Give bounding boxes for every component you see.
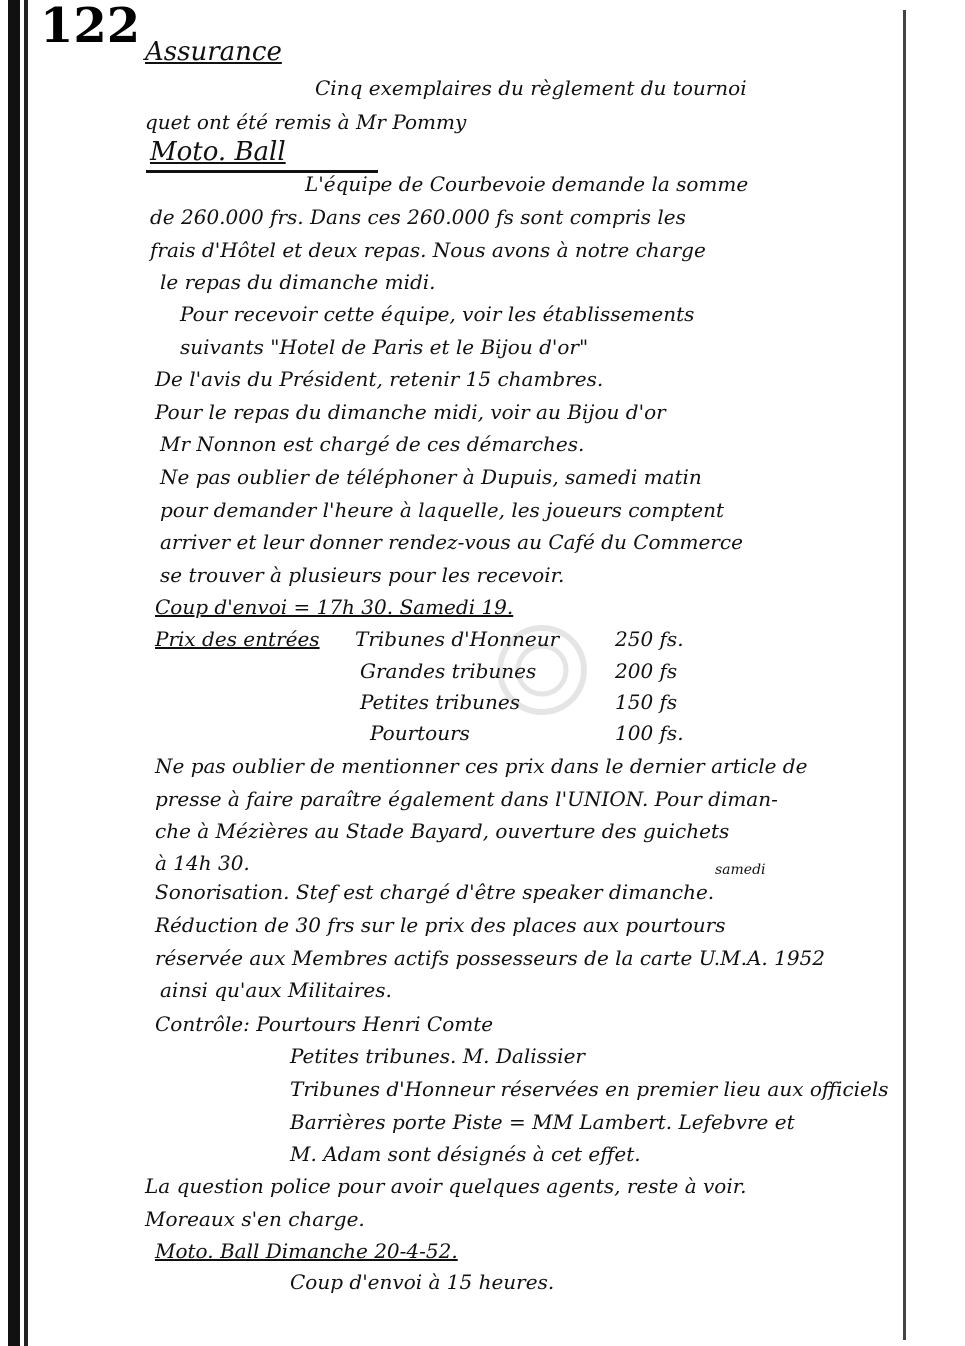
handwritten-line: Pour le repas du dimanche midi, voir au Bijou d'or	[155, 400, 666, 424]
handwritten-line: Moreaux s'en charge.	[145, 1207, 365, 1231]
handwritten-line: se trouver à plusieurs pour les recevoir.	[160, 563, 565, 587]
handwritten-line: L'équipe de Courbevoie demande la somme	[305, 172, 749, 196]
price-item: Petites tribunes	[360, 690, 520, 714]
page-edge-rule	[903, 10, 906, 1340]
heading-assurance: Assurance	[145, 37, 282, 67]
page-number: 122	[40, 0, 141, 54]
handwritten-line: De l'avis du Président, retenir 15 chambres.	[155, 367, 604, 391]
handwritten-line: frais d'Hôtel et deux repas. Nous avons à notre charge	[150, 238, 706, 262]
handwritten-line: Mr Nonnon est chargé de ces démarches.	[160, 432, 585, 456]
handwritten-line: Cinq exemplaires du règlement du tournoi	[315, 76, 747, 100]
handwritten-line: Coup d'envoi à 15 heures.	[290, 1270, 555, 1294]
kickoff-line: Coup d'envoi = 17h 30. Samedi 19.	[155, 595, 514, 619]
control-line: Tribunes d'Honneur réservées en premier lieu aux officiels	[290, 1077, 889, 1101]
handwritten-line: à 14h 30.	[155, 851, 250, 875]
handwritten-line: Ne pas oublier de mentionner ces prix dans le dernier article de	[155, 754, 808, 778]
control-line: Contrôle: Pourtours Henri Comte	[155, 1012, 494, 1036]
binding-line	[24, 0, 28, 1346]
inserted-word: samedi	[715, 862, 766, 878]
handwritten-line: le repas du dimanche midi.	[160, 270, 436, 294]
handwritten-line: Réduction de 30 frs sur le prix des places aux pourtours	[155, 913, 726, 937]
heading-moto-ball: Moto. Ball	[150, 137, 286, 167]
price-value: 250 fs.	[615, 627, 684, 651]
control-line: Petites tribunes. M. Dalissier	[290, 1044, 585, 1068]
handwritten-line: Pour recevoir cette équipe, voir les établissements	[180, 302, 695, 326]
handwritten-line: La question police pour avoir quelques agents, reste à voir.	[145, 1174, 747, 1198]
price-value: 200 fs	[615, 659, 678, 683]
price-item: Pourtours	[370, 721, 470, 745]
handwritten-line: Sonorisation. Stef est chargé d'être speaker dimanche.	[155, 880, 715, 904]
handwritten-line: arriver et leur donner rendez-vous au Café du Commerce	[160, 530, 743, 554]
price-item: Tribunes d'Honneur	[355, 627, 560, 651]
handwritten-line: pour demander l'heure à laquelle, les joueurs comptent	[160, 498, 724, 522]
handwritten-line: suivants "Hotel de Paris et le Bijou d'or"	[180, 335, 589, 359]
handwritten-line: presse à faire paraître également dans l'UNION. Pour diman-	[155, 787, 778, 811]
binding-spine	[8, 0, 20, 1346]
watermark-logo	[495, 620, 590, 720]
control-line: Barrières porte Piste = MM Lambert. Lefebvre et	[290, 1110, 795, 1134]
handwritten-line: de 260.000 frs. Dans ces 260.000 fs sont compris les	[150, 205, 686, 229]
price-value: 100 fs.	[615, 721, 684, 745]
moto-ball-date: Moto. Ball Dimanche 20-4-52.	[155, 1239, 458, 1263]
handwritten-line: che à Mézières au Stade Bayard, ouverture des guichets	[155, 819, 730, 843]
price-label: Prix des entrées	[155, 627, 320, 651]
handwritten-line: Ne pas oublier de téléphoner à Dupuis, samedi matin	[160, 465, 702, 489]
control-line: M. Adam sont désignés à cet effet.	[290, 1142, 641, 1166]
handwritten-line: quet ont été remis à Mr Pommy	[145, 110, 467, 134]
handwritten-line: réservée aux Membres actifs possesseurs de la carte U.M.A. 1952	[155, 946, 825, 970]
price-item: Grandes tribunes	[360, 659, 537, 683]
price-value: 150 fs	[615, 690, 678, 714]
handwritten-line: ainsi qu'aux Militaires.	[160, 978, 392, 1002]
